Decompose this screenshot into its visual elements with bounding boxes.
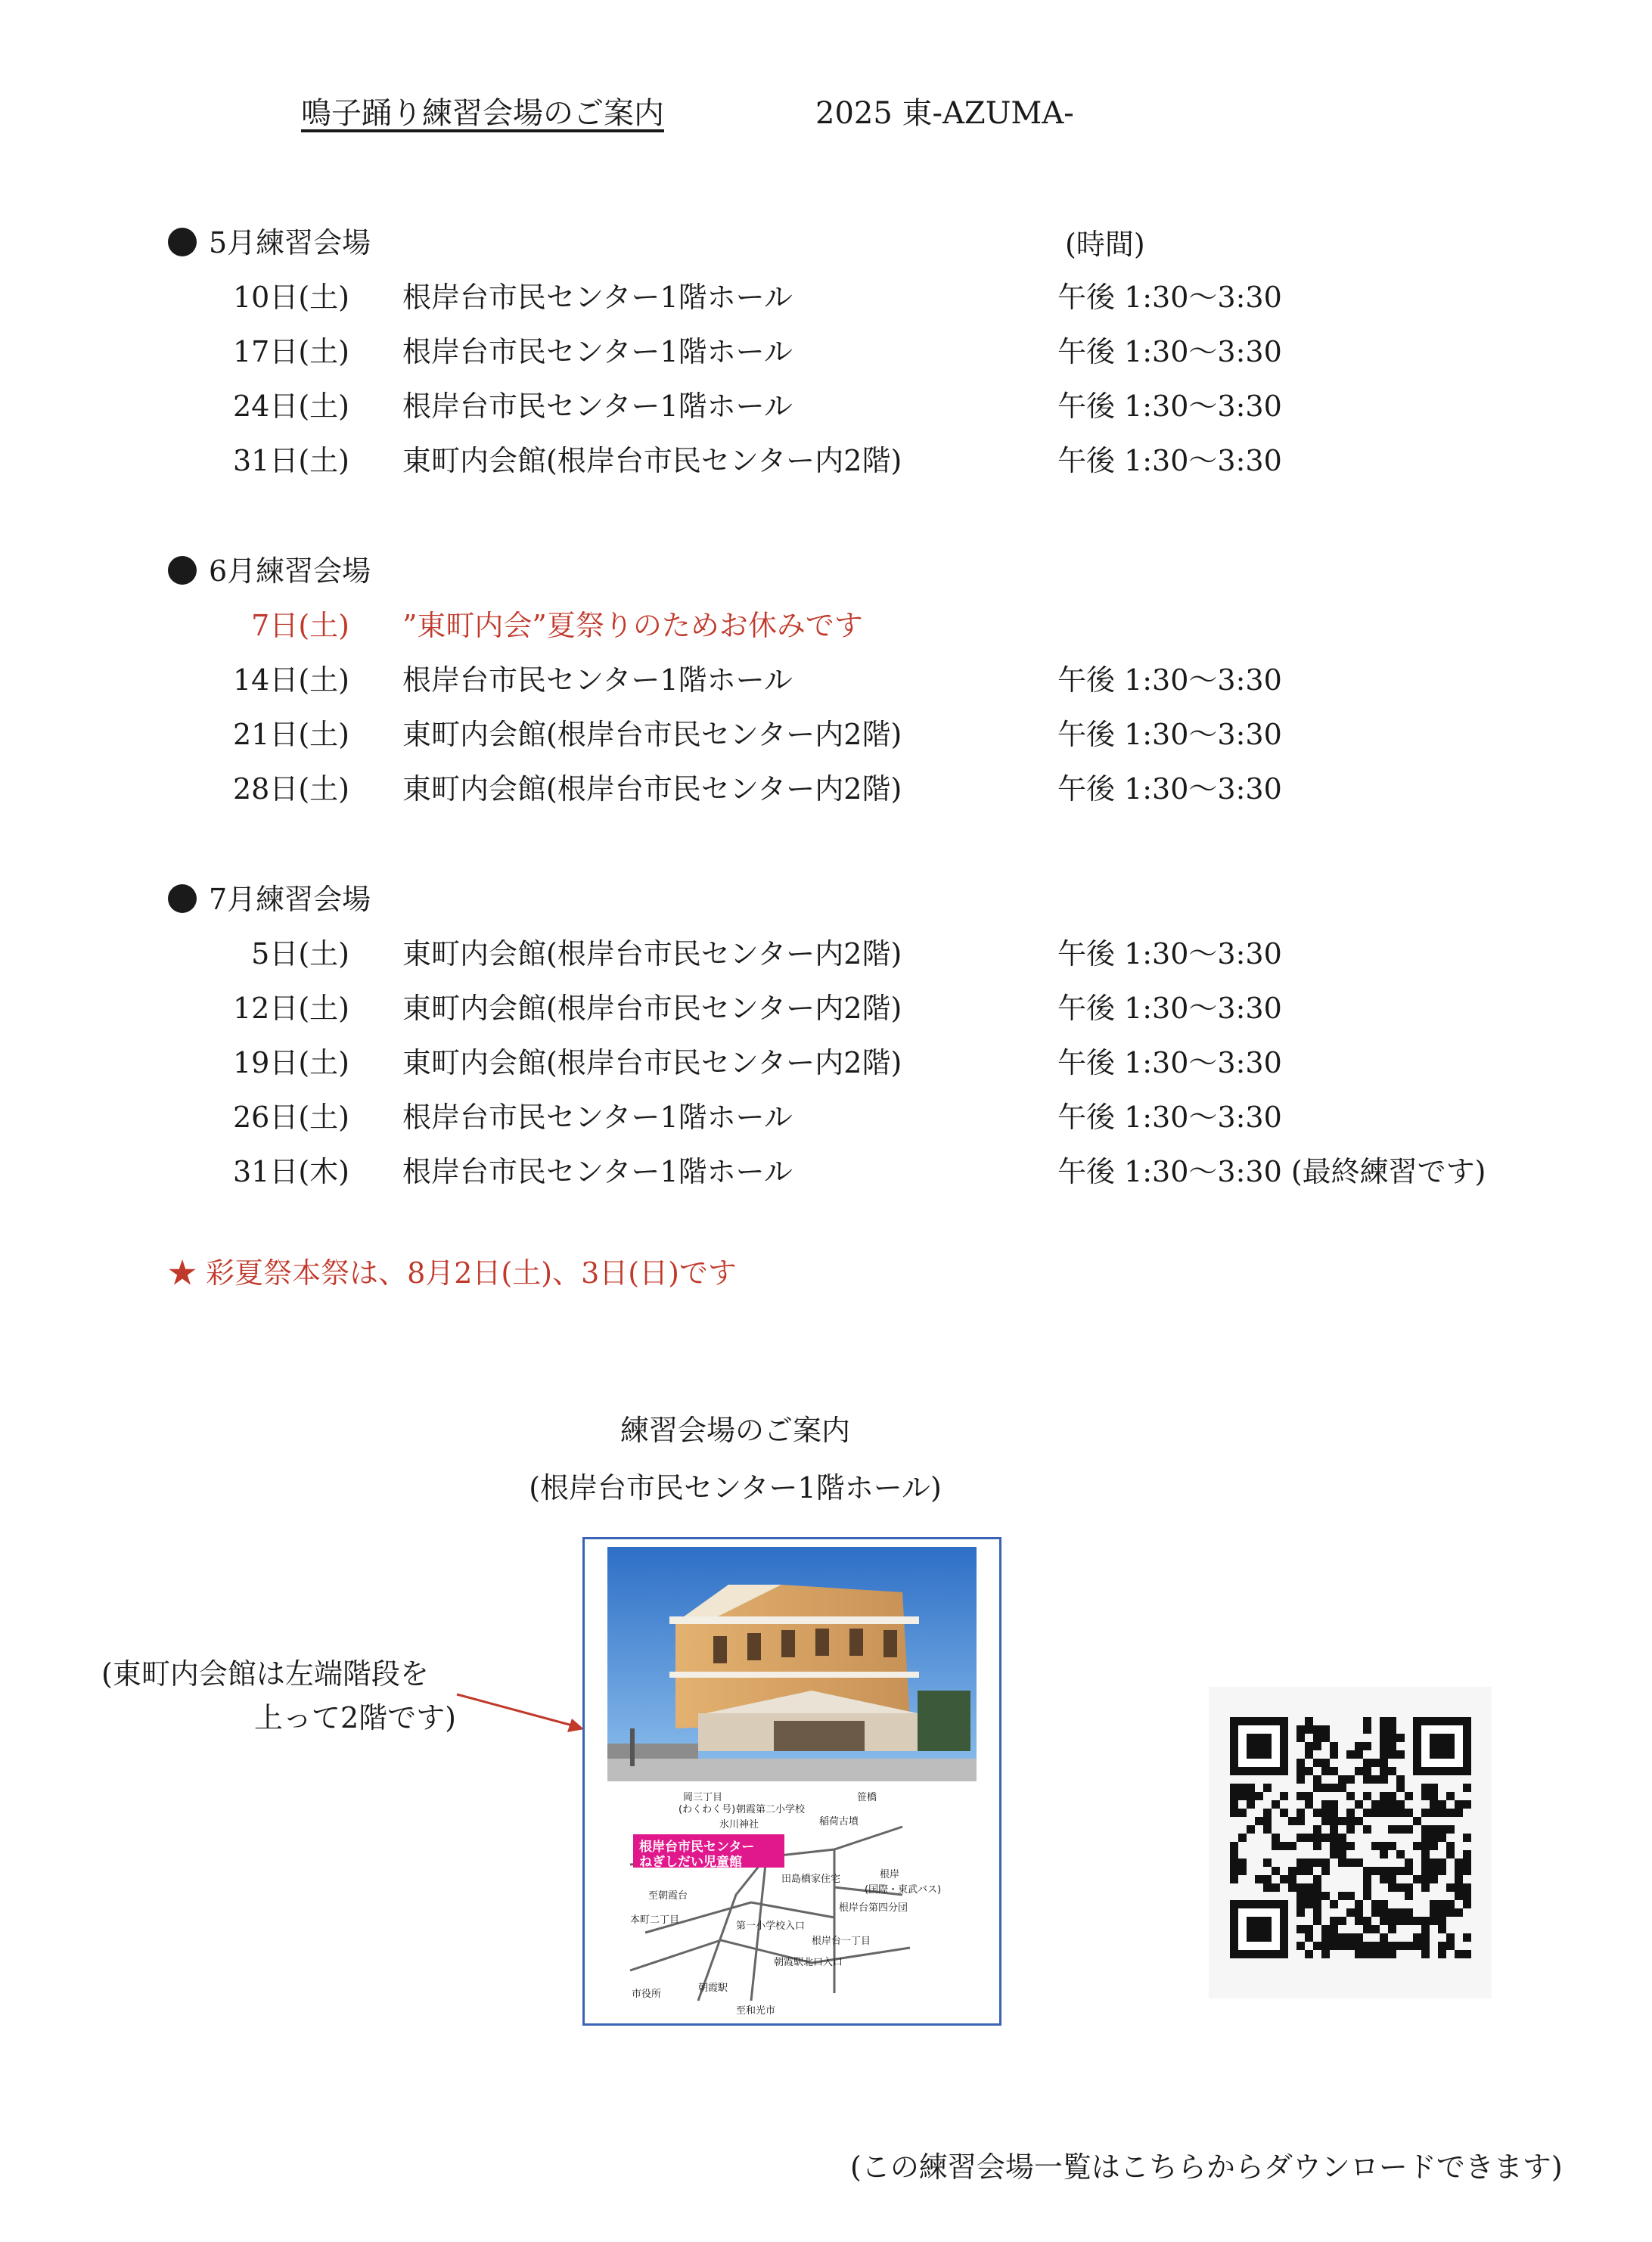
section-heading-text: 5月練習会場 — [209, 226, 371, 259]
map-label-sasabashi: 笹橋 — [857, 1792, 877, 1803]
schedule-row — [168, 985, 1605, 1023]
map-label-bundan: 根岸台第四分団 — [839, 1902, 908, 1914]
schedule-row — [168, 657, 1605, 697]
map-label-honcho: 本町二丁目 — [630, 1914, 680, 1926]
bullet-icon — [168, 556, 197, 585]
schedule-date: 31日(土) — [232, 444, 349, 477]
map-label-cityhall: 市役所 — [632, 1989, 662, 2000]
schedule-venue: ”東町内会”夏祭りのためお休みです — [402, 609, 863, 642]
pointer-arrow — [454, 1687, 590, 1747]
schedule-time: 午後 1:30〜3:30 — [1057, 1101, 1282, 1134]
map-center-label-2: ねぎしだい児童館 — [639, 1855, 742, 1870]
schedule-venue: 東町内会館(根岸台市民センター内2階) — [402, 992, 902, 1025]
schedule-row — [168, 383, 1605, 421]
map-label-school2: 朝霞第二小学校 — [736, 1804, 806, 1815]
bullet-icon — [168, 228, 197, 256]
page-subtitle: 2025 東-AZUMA- — [815, 96, 1074, 131]
qr-code[interactable] — [1209, 1687, 1492, 1998]
schedule-date: 26日(土) — [232, 1101, 349, 1134]
schedule-venue: 東町内会館(根岸台市民センター内2階) — [402, 718, 902, 751]
building-photo — [585, 1539, 999, 2023]
side-note-line2: 上って2階です) — [254, 1701, 457, 1734]
schedule-date: 10日(土) — [232, 281, 349, 314]
venue-photo-map — [582, 1537, 1001, 2026]
map-label-asakadai: 至朝霞台 — [648, 1890, 688, 1902]
schedule-date: 28日(土) — [232, 772, 349, 806]
map-label-kitaguchi: 朝霞駅北口入口 — [774, 1957, 843, 1968]
map-center-label-1: 根岸台市民センター — [639, 1840, 755, 1855]
schedule-date: 7日(土) — [251, 609, 349, 642]
schedule-time: 午後 1:30〜3:30 — [1057, 992, 1282, 1025]
schedule-date: 21日(土) — [232, 718, 349, 751]
side-note-line1: (東町内会館は左端階段を — [101, 1657, 429, 1691]
map-label-tajima: 田島橋家住宅 — [781, 1874, 841, 1885]
schedule-time: 午後 1:30〜3:30 (最終練習です) — [1057, 1155, 1486, 1188]
map-label-inari: 稲荷古墳 — [819, 1816, 859, 1827]
map-label-hikawa: 氷川神社 — [719, 1819, 759, 1831]
schedule-time: 午後 1:30〜3:30 — [1057, 390, 1282, 423]
schedule-date: 17日(土) — [232, 335, 349, 368]
schedule-venue: 東町内会館(根岸台市民センター内2階) — [402, 1046, 902, 1079]
schedule-venue: 根岸台市民センター1階ホール — [402, 1101, 793, 1134]
schedule-venue: 東町内会館(根岸台市民センター内2階) — [402, 937, 902, 970]
map-label-negishi: 根岸 — [880, 1869, 900, 1880]
schedule-venue: 根岸台市民センター1階ホール — [402, 390, 793, 423]
schedule-row — [168, 274, 1605, 312]
schedule-date: 24日(土) — [232, 390, 349, 423]
schedule-row — [168, 930, 1605, 968]
schedule-row — [168, 602, 1605, 640]
schedule-row — [168, 437, 1605, 475]
section-heading-text: 7月練習会場 — [209, 883, 371, 916]
schedule-venue: 根岸台市民センター1階ホール — [402, 281, 793, 314]
schedule-date: 5日(土) — [251, 937, 349, 970]
section-heading — [168, 876, 371, 918]
map-label-negishidai1: 根岸台一丁目 — [812, 1936, 871, 1947]
schedule-row — [168, 328, 1605, 366]
bullet-icon — [168, 884, 197, 913]
section-heading-text: 6月練習会場 — [209, 554, 371, 588]
schedule-row — [168, 765, 1605, 806]
section-heading — [168, 548, 371, 589]
schedule-time: 午後 1:30〜3:30 — [1057, 663, 1282, 697]
schedule-time: 午後 1:30〜3:30 — [1057, 1046, 1282, 1079]
section-heading — [168, 219, 371, 261]
schedule-venue: 根岸台市民センター1階ホール — [402, 1155, 793, 1188]
schedule-venue: 東町内会館(根岸台市民センター内2階) — [402, 772, 902, 806]
map-caption-title: 練習会場のご案内 — [620, 1414, 850, 1447]
festival-note: ★ 彩夏祭本祭は、8月2日(土)、3日(日)です — [168, 1256, 737, 1290]
schedule-time: 午後 1:30〜3:30 — [1057, 937, 1282, 970]
schedule-time: 午後 1:30〜3:30 — [1057, 444, 1282, 477]
schedule-row — [168, 1039, 1605, 1077]
schedule-date: 12日(土) — [232, 992, 349, 1025]
download-note: (この練習会場一覧はこちらからダウンロードできます) — [850, 2150, 1563, 2184]
map-label-school1: 第一小学校入口 — [736, 1921, 806, 1932]
schedule-date: 31日(木) — [232, 1155, 349, 1188]
schedule-row — [168, 1094, 1605, 1132]
schedule-row — [168, 711, 1605, 749]
schedule-date: 19日(土) — [232, 1046, 349, 1079]
map-label-oka3: 岡三丁目 — [683, 1792, 723, 1803]
schedule-venue: 東町内会館(根岸台市民センター内2階) — [402, 444, 902, 477]
schedule-time: 午後 1:30〜3:30 — [1057, 772, 1282, 806]
map-label-wakuwaku: (わくわく号) — [678, 1804, 736, 1815]
map-caption-venue: (根岸台市民センター1階ホール) — [529, 1471, 942, 1504]
schedule-time: 午後 1:30〜3:30 — [1057, 281, 1282, 314]
schedule-time: 午後 1:30〜3:30 — [1057, 718, 1282, 751]
schedule-venue: 根岸台市民センター1階ホール — [402, 663, 793, 697]
schedule-row — [168, 1148, 1605, 1186]
schedule-venue: 根岸台市民センター1階ホール — [402, 335, 793, 368]
schedule-time: 午後 1:30〜3:30 — [1057, 335, 1282, 368]
map-label-station: 朝霞駅 — [698, 1983, 728, 1994]
map-label-wakoshi: 至和光市 — [736, 2005, 776, 2017]
time-column-header: (時間) — [1065, 228, 1145, 261]
page-title: 鳴子踊り練習会場のご案内 — [301, 96, 664, 131]
schedule-date: 14日(土) — [232, 663, 349, 697]
map-label-bus: (国際・東武バス) — [865, 1884, 942, 1896]
